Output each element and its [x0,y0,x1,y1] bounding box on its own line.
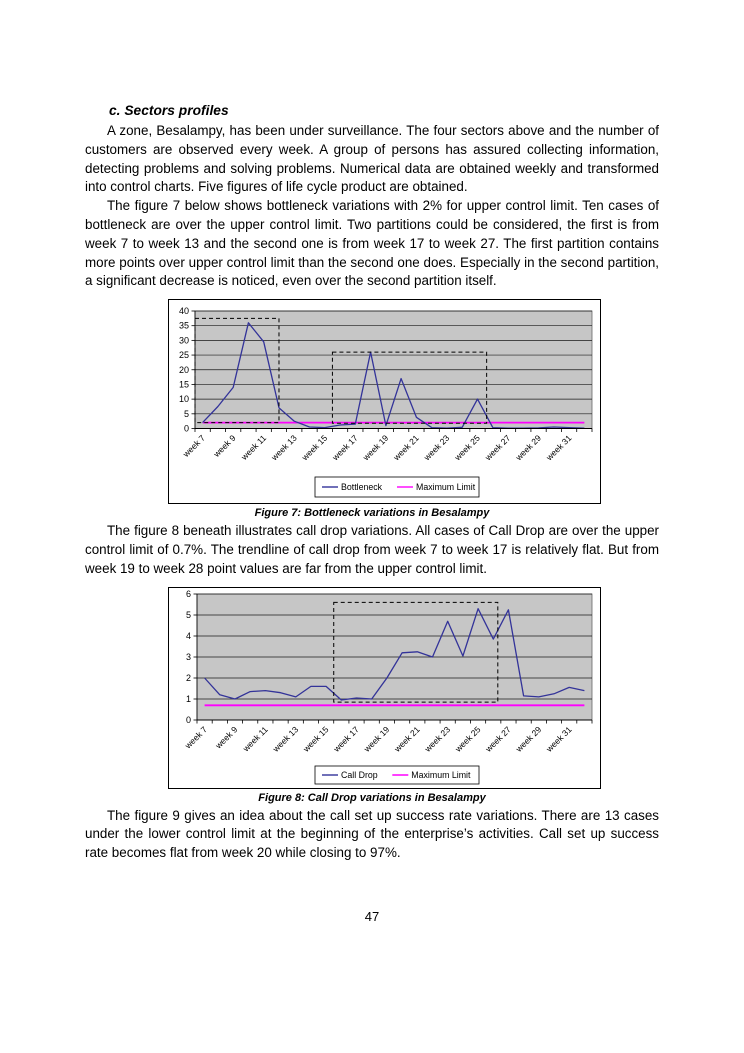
svg-text:week 21: week 21 [391,433,421,463]
call-drop-line-chart [169,588,600,788]
svg-text:week 7: week 7 [182,723,210,751]
svg-text:week 29: week 29 [513,723,544,754]
svg-text:week 17: week 17 [331,723,361,754]
svg-text:40: 40 [178,306,189,317]
svg-text:week 9: week 9 [213,723,240,751]
page-number: 47 [364,908,380,924]
paragraph-intro: A zone, Besalampy, has been under surveillance. The four sectors above and the number of customers are observed every week. A group of persons has assured collecting information, detecting problems and solving problems. Numerical data are obtained weekly and transformed into control charts. Five figures of life cycle product are obtained. [85,123,659,195]
svg-text:week 7: week 7 [180,433,208,460]
svg-text:0: 0 [183,423,189,434]
svg-text:week 13: week 13 [270,723,301,754]
svg-text:week 25: week 25 [452,433,482,463]
document-page [85,0,659,924]
figure-8-caption: Figure 8: Call Drop variations in Besalampy [258,791,486,804]
section-heading: c. Sectors profiles [109,103,229,118]
svg-text:6: 6 [185,588,191,599]
svg-text:3: 3 [185,651,191,662]
svg-text:week 19: week 19 [361,723,392,754]
svg-text:week 11: week 11 [240,723,270,753]
svg-text:week 23: week 23 [421,433,452,463]
svg-text:week 23: week 23 [422,723,453,754]
svg-text:week 15: week 15 [301,723,331,754]
svg-text:5: 5 [183,408,189,419]
svg-text:week 11: week 11 [239,433,269,463]
figure-8-frame [168,587,601,789]
svg-text:week 21: week 21 [392,723,422,754]
figure-7-caption: Figure 7: Bottleneck variations in Besalampy [254,507,490,520]
figure-7-frame [168,299,601,504]
svg-text:1: 1 [185,693,191,704]
svg-text:20: 20 [178,364,189,375]
svg-text:10: 10 [178,394,189,405]
svg-text:week 13: week 13 [269,433,299,463]
svg-text:week 29: week 29 [513,433,544,463]
svg-text:Maximum Limit: Maximum Limit [411,769,471,780]
svg-text:week 27: week 27 [482,433,513,463]
svg-text:week 31: week 31 [544,723,574,754]
svg-text:35: 35 [178,320,189,331]
svg-text:30: 30 [178,335,189,346]
svg-text:Bottleneck: Bottleneck [341,482,383,493]
paragraph-figure9: The figure 9 gives an idea about the call set up success rate variations. There are 13 cases under the lower control limit at the beginning of the enterprise’s activities. Call set up success rate becomes flat from week 20 while closing to 97%. [85,807,659,861]
bottleneck-line-chart [169,300,600,503]
svg-text:0: 0 [185,714,191,725]
svg-text:15: 15 [178,379,189,390]
paragraph-figure8: The figure 8 beneath illustrates call drop variations. All cases of Call Drop are over the upper control limit of 0.7%. The trendline of call drop from week 7 to week 17 is relatively flat. But from week 19 to week 28 point values are far from the upper control limit. [85,523,659,576]
svg-text:week 27: week 27 [483,723,513,754]
svg-text:week 9: week 9 [211,433,238,460]
svg-text:5: 5 [185,609,191,620]
svg-text:week 25: week 25 [453,723,483,754]
svg-text:Call Drop: Call Drop [341,769,378,780]
svg-text:2: 2 [185,672,191,683]
svg-text:week 31: week 31 [544,433,574,463]
svg-text:25: 25 [178,350,189,361]
svg-text:week 19: week 19 [360,433,391,463]
paragraph-figure7: The figure 7 below shows bottleneck variations with 2% for upper control limit. Ten cases of bottleneck are over the upper control limit. Two partitions could be considered, the first is from week 7 to week 13 and the second one is from week 17 to week 27. The first partition contains more points over upper control limit than the second one does. Especially in the second partition, a significant decrease is noticed, even over the second partition itself. [85,198,659,289]
svg-text:Maximum Limit: Maximum Limit [416,482,476,493]
svg-text:week 15: week 15 [299,433,330,463]
svg-text:4: 4 [185,630,191,641]
svg-text:week 17: week 17 [330,433,360,463]
